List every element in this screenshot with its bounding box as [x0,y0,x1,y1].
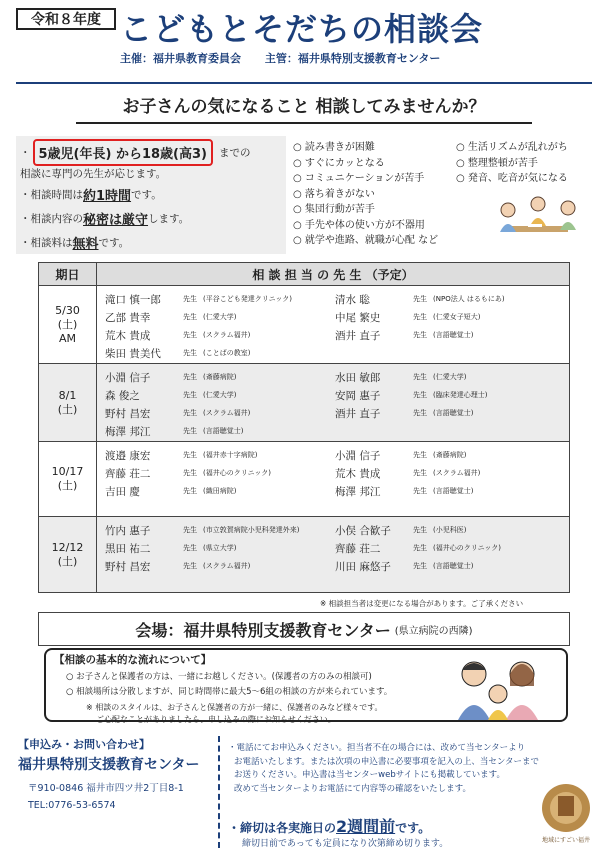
teacher-line [105,308,565,326]
contact-address [28,780,184,814]
schedule-date: 12/12 (土) [39,517,97,592]
flow-items: ○ お子さんと保護者の方は、一緒にお越しください。(保護者の方のみの相談可) ○ 相談場所は分散しますが、同じ時間帯に最大5～6組の相談の方が来られています。 [66,672,393,697]
teacher-entry: 川田 麻悠子 先生 (言語聴覚士) [335,560,474,573]
table-header [38,262,570,286]
teacher-list [105,290,565,362]
teacher-entry: 酒井 直子 先生 (言語聴覚士) [335,407,474,420]
table-note: ※ 相談担当者は変更になる場合があります。ご了承ください [320,599,524,608]
teacher-line [105,521,565,539]
subtitle-underline [76,122,532,124]
venue-label: 会場：福井県特別支援教育センター [135,620,391,640]
header-divider [16,82,592,84]
teacher-entry: 中尾 繁史 先生 (仁愛女子短大) [335,311,481,324]
teacher-entry: 吉田 慶 先生 (織田病院) [105,485,237,498]
info-list [20,140,290,254]
teacher-entry: 酒井 直子 先生 (言語聴覚士) [335,329,474,342]
flow-title: 【相談の基本的な流れについて】 [54,654,212,666]
col-teachers-header: 相 談 担 当 の 先 生 （予定） [252,267,414,282]
col-date-header: 期日 [39,263,97,285]
teacher-line [105,368,565,386]
age-row-2: 相談に専門の先生が応じます。 [20,167,167,180]
venue-sub: (県立病院の西隣) [394,625,473,637]
teacher-entry: 野村 昌宏 先生 (スクラム福井) [105,407,251,420]
organizers [120,50,460,66]
schedule-date: 5/30 (土) AM [39,286,97,363]
teacher-entry [335,422,565,440]
teacher-entry: 水田 敏郎 先生 (仁愛大学) [335,371,467,384]
fukui-logo [536,782,596,848]
teacher-line [105,422,565,440]
deadline-sub: 締切日前であっても定員になり次第締め切ります。 [242,839,449,849]
teacher-entry: 梅澤 邦江 先生 (言語聴覚士) [335,485,474,498]
teacher-entry: 黒田 祐二 先生 (県立大学) [105,542,237,555]
teacher-entry: 齊藤 荘二 先生 (福井心のクリニック) [335,542,502,555]
age-range: 5歳児(年長) から18歳(高3) [33,139,213,166]
teacher-line [105,446,565,464]
venue [38,612,570,646]
checklist-left: ○ 読み書きが困難 ○ すぐにカッとなる ○ コミュニケーションが苦手 ○ 落ち着きがない ○ 集団行動が苦手 ○ 手先や体の使い方が不器用 ○ 就学や進路、就職が心配 など [293,142,439,246]
flow-note: ※ 相談のスタイルは、お子さんと保護者の方が一緒に、保護者のみなど様々です。 ご心配なことがありましたら、申し込みの際にお知らせください。 [86,703,383,724]
address: 〒910-0846 福井市四ツ井2丁目8-1 [28,783,184,794]
teacher-entry: 安岡 惠子 先生 (臨床発達心理士) [335,389,488,402]
deadline: ・締切は各実施日の2週間前です。 [228,817,431,836]
organizer-label: 主管：福井県特別支援教育センター [264,52,441,65]
teacher-line [105,482,565,500]
teacher-entry: 柴田 貴美代 先生 (ことばの教室) [105,347,251,360]
teacher-entry: 竹内 惠子 先生 (市立敦賀病院小児科発達外来) [105,524,300,537]
subtitle: お子さんの気になること 相談してみませんか？ [122,97,486,117]
schedule-date: 10/17 (土) [39,442,97,516]
teacher-entry: 乙部 貴幸 先生 (仁愛大学) [105,311,237,324]
tel[interactable]: TEL:0776-53-6574 [28,800,116,811]
teacher-list [105,446,565,500]
year-badge: 令和８年度 [16,8,116,30]
teacher-entry: 梅澤 邦江 先生 (言語聴覚士) [105,425,244,438]
teacher-line [105,404,565,422]
teacher-entry: 小俣 合歓子 先生 (小児科医) [335,524,467,537]
time-row: ・相談時間は 約1時間 です。 [20,188,162,204]
age-row: ・ 5歳児(年長) から18歳(高3) までの [20,140,290,164]
contact-title: 【申込み・お問い合わせ】 [18,738,150,751]
teacher-entry: 渡邉 康宏 先生 (福井赤十字病院) [105,449,258,462]
teacher-line [105,557,565,575]
family-illustration [444,656,554,720]
secret-row: ・相談内容の 秘密は厳守 します。 [20,212,190,228]
teacher-entry: 小淵 信子 先生 (斎藤病院) [105,371,237,384]
teacher-entry: 滝口 慎一郎 先生 (平谷こども発達クリニック) [105,293,293,306]
contact-org: 福井県特別支援教育センター [18,757,200,773]
schedule-row [38,286,570,364]
consultation-illustration [488,192,588,252]
teacher-line [105,290,565,308]
teacher-list [105,368,565,440]
teacher-entry: 森 俊之 先生 (仁愛大学) [105,389,237,402]
vertical-divider [218,736,220,848]
teacher-entry [335,344,565,362]
application-notes: ・電話にてお申込みください。担当者不在の場合には、改めて当センターより お電話いたします。または次項の申込書に必要事項を記入の上、当センターまで お送りください。申込書は当センターwebサイトにも掲載しています。 改めて当センターよりお電話にて内容等の確認をいたします。 [228,743,539,794]
deadline-value: 2週間前 [336,817,396,836]
teacher-entry: 小淵 信子 先生 (斎藤病院) [335,449,467,462]
teacher-line [105,464,565,482]
schedule-date: 8/1 (土) [39,364,97,441]
teacher-entry: 清水 聡 先生 (NPO法人 はるもにあ) [335,293,505,306]
teacher-entry: 野村 昌宏 先生 (スクラム福井) [105,560,251,573]
logo-text: 地域にすごい福井 [541,837,591,844]
schedule-row [38,442,570,517]
teacher-entry: 荒木 貴成 先生 (スクラム福井) [335,467,481,480]
page-title: こどもとそだちの相談会 [120,10,484,48]
teacher-list [105,521,565,575]
fee-row: ・相談料は 無料 です。 [20,236,130,252]
teacher-line [105,539,565,557]
schedule-row [38,364,570,442]
teacher-entry: 荒木 貴成 先生 (スクラム福井) [105,329,251,342]
teacher-entry: 齊藤 荘二 先生 (福井心のクリニック) [105,467,272,480]
teacher-line [105,326,565,344]
host-label: 主催：福井県教育委員会 [120,52,241,65]
schedule-row [38,517,570,593]
teacher-line [105,344,565,362]
checklist-right: ○ 生活リズムが乱れがち ○ 整理整頓が苦手 ○ 発音、吃音が気になる [456,142,568,184]
teacher-line [105,386,565,404]
